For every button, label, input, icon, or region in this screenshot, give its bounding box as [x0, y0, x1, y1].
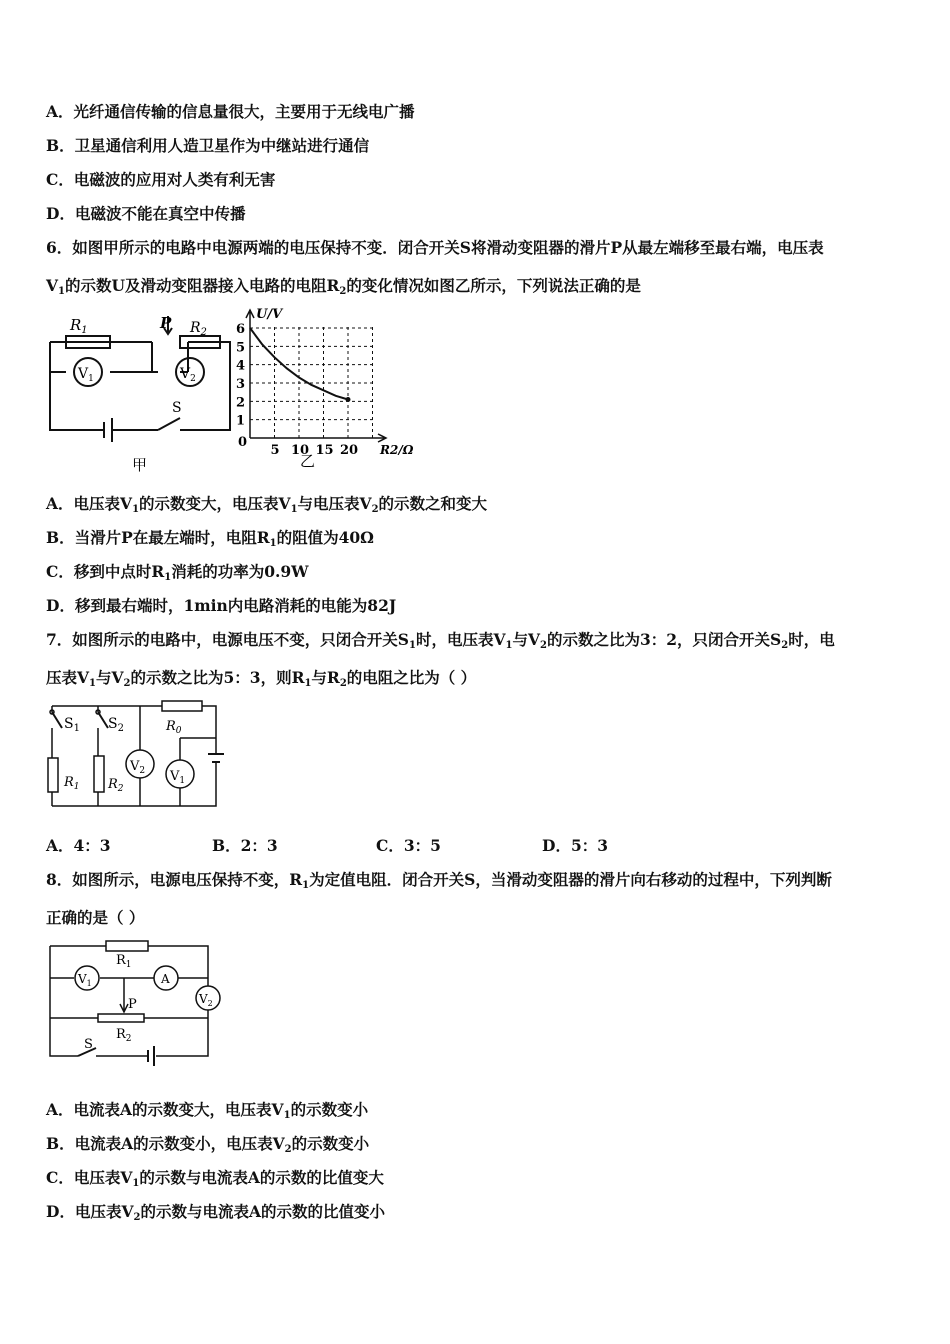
- yi-end-point: [346, 397, 351, 402]
- yi-origin: 0: [238, 435, 248, 450]
- q6-stem-line1: 6．如图甲所示的电路中电源两端的电压保持不变．闭合开关S将滑动变阻器的滑片P从最左端移至最右端，电压表: [46, 238, 824, 257]
- yi-xtick-5: 5: [270, 443, 280, 458]
- q7-s2-label: $S_2$: [108, 716, 124, 734]
- q7-v1-meter: $V_1$: [170, 769, 186, 786]
- jia-p-label: P: [160, 314, 172, 332]
- jia-r1-label: $R_1$: [70, 316, 88, 336]
- q8-stem-line1: 8．如图所示，电源电压保持不变，$R_1$为定值电阻．闭合开关S，当滑动变阻器的滑片向右移动的过程中，下列判断: [46, 870, 832, 891]
- yi-ytick-4: 4: [236, 358, 246, 374]
- q7-option-c: C．3：5: [376, 836, 441, 855]
- yi-xtick-20: 20: [340, 443, 359, 458]
- q8-switch-label: S: [84, 1037, 93, 1052]
- q8-r1-label: $R_1$: [116, 953, 132, 970]
- q8-v2-meter: $V_2$: [199, 992, 213, 1008]
- q6-option-b: B．当滑片P在最左端时，电阻$R_1$的阻值为40Ω: [46, 528, 374, 549]
- q7-circuit-diagram: [44, 700, 234, 812]
- q5-option-d: D．电磁波不能在真空中传播: [46, 204, 246, 223]
- q8-stem-line2: 正确的是（ ）: [46, 908, 145, 927]
- jia-r2-label: $R_2$: [190, 320, 207, 338]
- jia-v2-meter: $V_2$: [180, 366, 196, 384]
- yi-caption: 乙: [300, 452, 316, 470]
- q7-r0-label: $R_0$: [166, 719, 182, 736]
- q8-option-d: D．电压表$V_2$的示数与电流表A的示数的比值变小: [46, 1202, 385, 1223]
- q7-option-b: B．2：3: [212, 836, 278, 855]
- q5-option-b: B．卫星通信利用人造卫星作为中继站进行通信: [46, 136, 370, 155]
- q7-stem-line2: 压表$V_1$与$V_2$的示数之比为5：3，则$R_1$与$R_2$的电阻之比为（ ）: [46, 668, 477, 689]
- q8-r2-label: $R_2$: [116, 1027, 132, 1044]
- q8-v1-meter: $V_1$: [78, 972, 92, 988]
- q8-option-a: A．电流表A的示数变大，电压表$V_1$的示数变小: [46, 1100, 369, 1121]
- q8-p-label: P: [128, 997, 137, 1012]
- q8-option-c: C．电压表$V_1$的示数与电流表A的示数的比值变大: [46, 1168, 384, 1189]
- jia-v1-meter: $V_1$: [78, 366, 94, 384]
- q8-ammeter: A: [161, 972, 170, 986]
- yi-ytick-6: 6: [236, 322, 246, 337]
- q7-v2-meter: $V_2$: [130, 759, 146, 776]
- yi-ytick-5: 5: [236, 340, 246, 356]
- yi-xtick-15: 15: [315, 443, 334, 458]
- q5-option-a: A．光纤通信传输的信息量很大，主要用于无线电广播: [46, 102, 415, 121]
- q5-option-c: C．电磁波的应用对人类有利无害: [46, 170, 276, 189]
- jia-caption: 甲: [132, 456, 148, 474]
- yi-ylabel: U/V: [256, 307, 283, 322]
- q7-r2-label: $R_2$: [108, 777, 124, 794]
- q6-stem-line2: $V_1$的示数U及滑动变阻器接入电路的电阻$R_2$的变化情况如图乙所示，下列说法正确的是: [46, 276, 641, 297]
- yi-ytick-1: 1: [236, 413, 246, 429]
- yi-ytick-2: 2: [236, 395, 246, 411]
- q8-circuit-diagram: [44, 936, 230, 1064]
- q7-option-d: D．5：3: [542, 836, 609, 855]
- jia-switch-label: S: [172, 400, 182, 416]
- q7-s1-label: $S_1$: [64, 716, 80, 734]
- q7-option-a: A．4：3: [46, 836, 111, 855]
- q8-option-b: B．电流表A的示数变小，电压表$V_2$的示数变小: [46, 1134, 370, 1155]
- q6-graph-yi: [226, 304, 426, 476]
- yi-ytick-3: 3: [236, 377, 246, 392]
- q6-option-a: A．电压表$V_1$的示数变大，电压表$V_1$与电压表$V_2$的示数之和变大: [46, 494, 488, 515]
- yi-xtick-10: 10: [291, 443, 310, 458]
- yi-xlabel: R2/Ω: [380, 443, 414, 457]
- q6-circuit-diagram-jia: [40, 306, 240, 476]
- q7-r1-label: $R_1$: [64, 775, 80, 792]
- q6-option-d: D．移到最右端时，1min内电路消耗的电能为82J: [46, 596, 397, 615]
- q7-stem-line1: 7．如图所示的电路中，电源电压不变，只闭合开关$S_1$时，电压表$V_1$与$V_2$的示数之比为3：2，只闭合开关$S_2$时，电: [46, 630, 835, 651]
- q6-option-c: C．移到中点时$R_1$消耗的功率为0.9W: [46, 562, 309, 583]
